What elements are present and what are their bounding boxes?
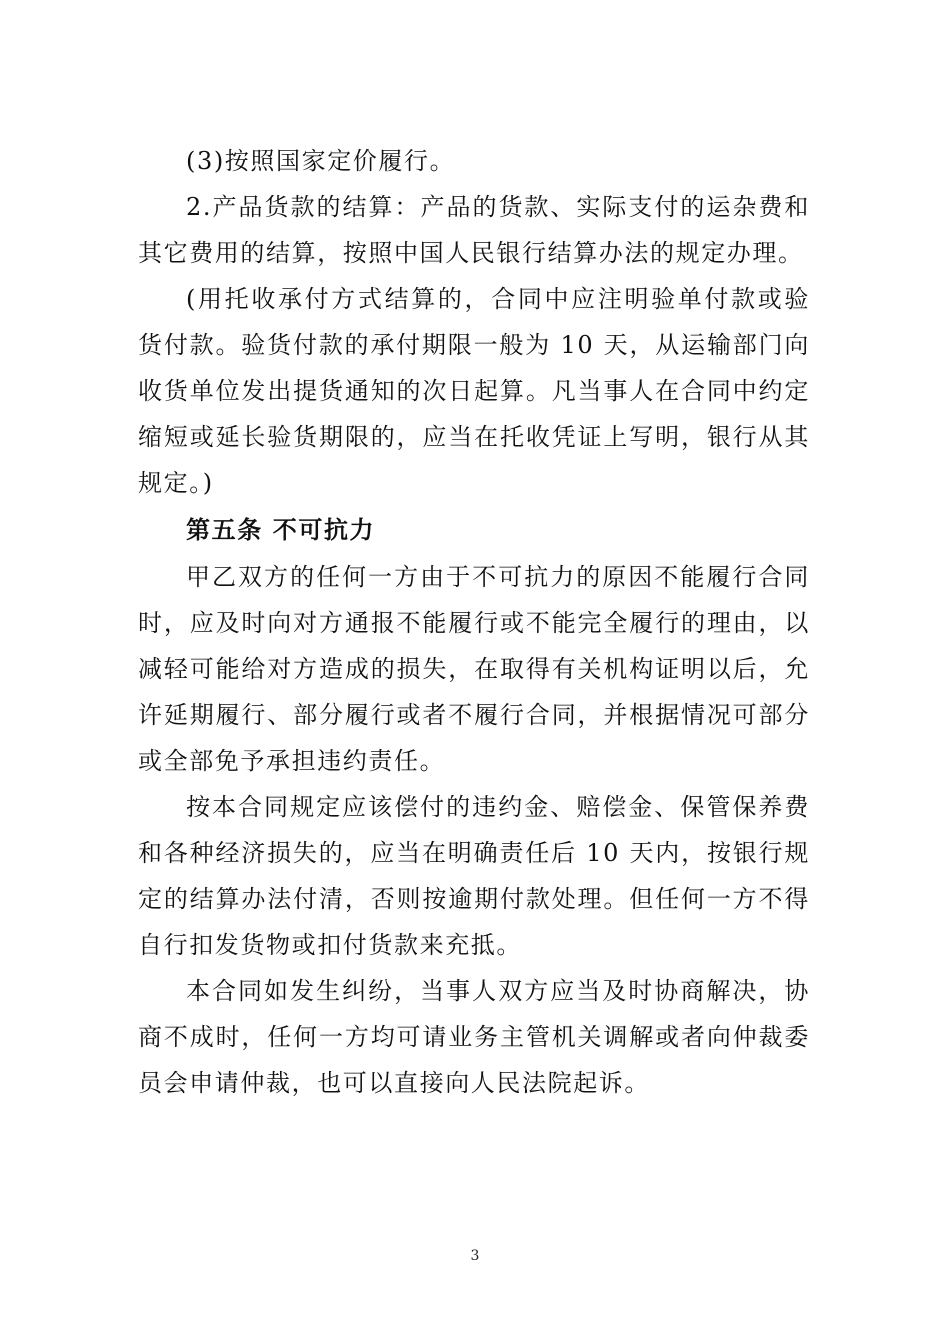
paragraph-pricing-clause: (3)按照国家定价履行。 xyxy=(186,147,456,175)
paragraph-dispute-resolution: 本合同如发生纠纷，当事人双方应当及时协商解决，协商不成时，任何一方均可请业务主管机关调解或者向仲裁委员会申请仲裁，也可以直接向人民法院起诉。 xyxy=(138,977,810,1097)
page-number: 3 xyxy=(470,1248,480,1264)
document-body xyxy=(138,138,810,1106)
paragraph-penalty-payment: 按本合同规定应该偿付的违约金、赔偿金、保管保养费和各种经济损失的，应当在明确责任后 10 天内，按银行规定的结算办法付清，否则按逾期付款处理。但任何一方不得自行扣发货物或扣付货款来充抵。 xyxy=(138,793,810,959)
paragraph-collection-note: (用托收承付方式结算的，合同中应注明验单付款或验货付款。验货付款的承付期限一般为 10 天，从运输部门向收货单位发出提货通知的次日起算。凡当事人在合同中约定缩短或延长验货期限的，应当在托收凭证上写明，银行从其规定。) xyxy=(138,285,810,497)
paragraph-settlement-clause: 2.产品货款的结算：产品的货款、实际支付的运杂费和其它费用的结算，按照中国人民银行结算办法的规定办理。 xyxy=(138,193,810,267)
section-heading-force-majeure: 第五条 不可抗力 xyxy=(186,515,376,544)
paragraph-force-majeure: 甲乙双方的任何一方由于不可抗力的原因不能履行合同时，应及时向对方通报不能履行或不能完全履行的理由，以减轻可能给对方造成的损失，在取得有关机构证明以后，允许延期履行、部分履行或者不履行合同，并根据情况可部分或全部免予承担违约责任。 xyxy=(138,563,810,775)
